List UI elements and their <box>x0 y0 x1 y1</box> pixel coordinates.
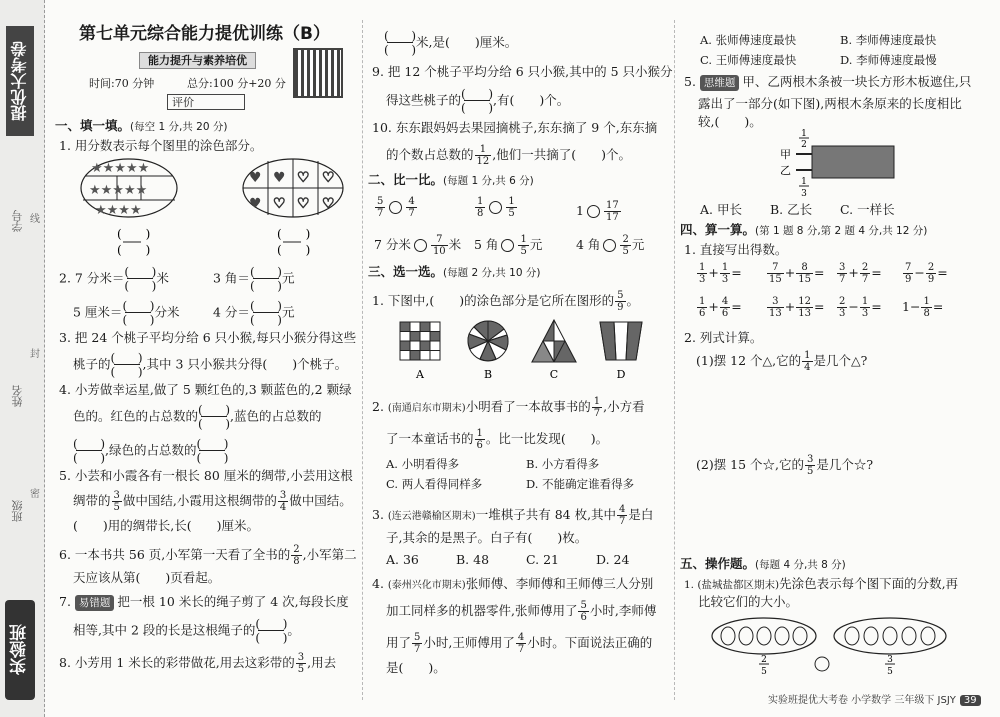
c5-diagram <box>762 128 902 200</box>
d2-q1a: (1)摆 12 个△,它的 <box>696 353 802 368</box>
c4-line2b: 小时,李师傅 <box>589 603 657 618</box>
q6-line2[interactable]: 天应该从第( )页看起。 <box>73 570 221 585</box>
answer-blank[interactable]: ( ( ) ) <box>124 266 156 292</box>
answer-blank[interactable]: ( ( ) ) <box>384 30 416 56</box>
svg-text:♡: ♡ <box>297 170 310 186</box>
q9-line1: 9. 把 12 个桃子平均分给 6 只小猴,其中的 5 只小猴分 <box>372 64 673 79</box>
svg-text:( ): ( ) <box>277 227 311 241</box>
answer-blank[interactable]: ( ( ) ) <box>73 438 105 464</box>
q2d-right: 元 <box>281 304 295 320</box>
fraction: $\frac{3}{5}$ <box>113 490 120 513</box>
q8-line1b: ,用去 <box>307 655 337 670</box>
c2-option-b[interactable]: B. 小方看得多 <box>526 457 600 471</box>
calc-7[interactable]: $\frac{2}{3}$ − $\frac{1}{3}$ = <box>839 296 882 319</box>
cut-word: 封 <box>30 349 40 360</box>
d1-text: 1. 直接写出得数。 <box>684 242 788 257</box>
svg-text:( ): ( ) <box>117 243 151 256</box>
q2a-left: 2. 7 分米＝ <box>59 270 125 286</box>
compare-4[interactable]: 7 分米 $\frac{7}{10}$ 米 <box>374 234 462 257</box>
c2-line1b: ,小方看 <box>603 399 645 414</box>
compare-5[interactable]: 5 角 $\frac{1}{5}$ 元 <box>474 234 543 257</box>
answer-blank[interactable]: ( ( ) ) <box>122 300 154 326</box>
class-label: 班级 <box>11 500 24 522</box>
q4-line3: ,绿色的占总数的 <box>105 442 197 458</box>
c5-option-b[interactable]: B. 乙长 <box>770 202 813 217</box>
calc-2[interactable]: $\frac{7}{15}$ + $\frac{8}{15}$ = <box>769 262 825 285</box>
c3-source: (连云港赣榆区期末) <box>387 511 476 522</box>
q6-line1a: 6. 一本书共 56 页,小军第一天看了全书的 <box>59 547 291 562</box>
q1-figures <box>75 156 355 256</box>
svg-text:♥: ♥ <box>249 170 262 186</box>
c2-source: (南通启东市期末) <box>387 403 466 414</box>
answer-blank[interactable]: ( ( ) ) <box>461 88 493 114</box>
c3-line1b: 是白 <box>628 507 654 522</box>
section-5-heading <box>680 556 846 573</box>
page-footer <box>768 691 981 706</box>
svg-text:2: 2 <box>801 140 807 150</box>
q7-line1: 把一根 10 米长的绳子剪了 4 次,每段长度 <box>117 594 349 609</box>
section-1-heading <box>55 118 227 135</box>
total-score: 总分:100 分+20 分 <box>187 77 286 90</box>
compare-6[interactable]: 4 角 $\frac{2}{5}$ 元 <box>576 234 645 257</box>
q2b-right: 元 <box>281 270 295 286</box>
q2b-left: 3 角＝ <box>213 270 250 286</box>
section-5-title: 五、操作题。 <box>680 556 756 571</box>
calc-4[interactable]: $\frac{7}{9}$ − $\frac{2}{9}$ = <box>905 262 948 285</box>
qr-code[interactable] <box>293 48 343 98</box>
q1-text: 1. 用分数表示每个图里的涂色部分。 <box>59 138 263 153</box>
fraction: $\frac{3}{5}$ <box>807 454 814 477</box>
q2d-left: 4 分＝ <box>213 304 250 320</box>
column-2: ( ( ) )米,是( )厘米。 9. 把 12 个桃子平均分给 6 只小猴,其中的 5 只小猴分 得这些桃子的 ( ( ) ),有( )个。 10. 东东跟妈妈去果园摘桃子,东东摘了 9 个,东东摘 的个数占总数的 $\frac{1}{12}$ ,他们一共摘了( )个。 二、比一比。(每题 1 分,共 6 分) $\frac{5}{7}$ $\frac{4}{7}$ $\frac{1}{8}$ $\frac{1}{5}$ 1 $\frac{17}{17}$ 7 分米 $\frac{7}{10}$ 米 5 角 $\frac{1}{5}$ 元 4 角 $\frac{2}{5}$ 元 三、选一选。(每题 2 分,共 10 分) 1. 下图中,( )的涂色部分是它所在图形的 $\frac{5}{9}$ 。 A B C D 2. (南通启东市期末)小明看了一本故事书的 $\frac{1}{7}$ ,小方看 了一本童话书的 $\frac{1}{6}$ 。比一比发现( )。 A. 小明看得多 B. 小方看得多 C. 两人看得同样多 D. 不能确定谁看得多 3. (连云港赣榆区期末)一堆棋子共有 84 枚,其中 $\frac{4}{7}$ 是白 子,其余的是黑子。白子有( )枚。 A. 36 B. 48 C. 21 D. 24 4. (泰州兴化市期末)张师傅、李师傅和王师傅三人分别 加工同样多的机器零件,张师傅用了 $\frac{5}{6}$ 小时,李师傅 用了 $\frac{5}{7}$ 小时,王师傅用了 $\frac{4}{7}$ 小时。下面说法正确的 是( )。 <box>368 0 666 717</box>
page-subtitle: 能力提升与素养培优 <box>139 52 256 69</box>
c4-option-d[interactable]: D. 李师傅速度最慢 <box>840 53 937 67</box>
shape-label-c: C <box>549 368 559 381</box>
section-4-heading <box>680 222 927 239</box>
answer-blank[interactable]: ( ( ) ) <box>196 438 228 464</box>
calc-5[interactable]: $\frac{1}{6}$ + $\frac{4}{6}$ = <box>699 296 742 319</box>
compare-2[interactable]: $\frac{1}{8}$ $\frac{1}{5}$ <box>477 196 515 219</box>
d2-q2b: 是几个☆? <box>816 457 874 472</box>
q5-line3[interactable]: ( )用的绸带长,长( )厘米。 <box>73 518 259 533</box>
brand-logo-bottom: 实验班 <box>5 600 35 700</box>
shape-label-a: A <box>416 368 424 381</box>
q5-line2c: 做中国结。 <box>289 493 352 508</box>
evaluation-box[interactable] <box>167 94 245 110</box>
c1-text: 1. 下图中,( )的涂色部分是它所在图形的 <box>372 293 615 308</box>
svg-text:♥: ♥ <box>273 170 286 186</box>
column-1: 第七单元综合能力提优训练（B） 能力提升与素养培优 时间:70 分钟 总分:100 分+20 分 评价 一、填一填。(每空 1 分,共 20 分) 1. 用分数表示每个图里的涂色部分。 ★★★★★ ★★★★★ ★★★★ ♥ ♥ ♡ ♡ ♥ ♡ ♡ ♡ ( ) ( ) ( ) ( ) 2. 7 分米＝ ( ( ) )米 3 角＝ ( ( ) )元 5 厘米＝ ( ( ) )分米 4 分＝ ( ( ) )元 3. 把 24 个桃子平均分给 6 只小猴,每只小猴分得这些 桃子的 ( ( ) ),其中 3 只小猴共分得( )个桃子。 4. 小芳做幸运星,做了 5 颗红色的,3 颗蓝色的,2 颗绿 色的。红色的占总数的 ( ( ) ),蓝色的占总数的 ( ( ) ),绿色的占总数的 ( ( ) ) 5. 小芸和小霞各有一根长 80 厘米的绸带,小芸用这根 绸带的 $\frac{3}{5}$ 做中国结,小霞用这根绸带的 $\frac{3}{4}$ 做中国结。 ( )用的绸带长,长( )厘米。 6. 一本书共 56 页,小军第一天看了全书的 $\frac{2}{8}$ ,小军第二 天应该从第( )页看起。 7. 易错题 把一根 10 米长的绳子剪了 4 次,每段长度 相等,其中 2 段的长是这根绳子的 ( ( ) )。 8. 小芳用 1 米长的彩带做花,用去这彩带的 $\frac{3}{5}$ ,用去 <box>55 0 355 717</box>
svg-text:3: 3 <box>801 189 807 199</box>
e1-line1: 先涂色表示每个图下面的分数,再 <box>779 576 959 591</box>
thinking-tag: 思维题 <box>700 75 740 91</box>
error-prone-tag: 易错题 <box>75 595 115 611</box>
q5-line1: 5. 小芸和小霞各有一根长 80 厘米的绸带,小芸用这根 <box>59 468 353 483</box>
svg-text:♡: ♡ <box>297 196 310 212</box>
fraction: $\frac{3}{5}$ <box>297 652 305 675</box>
svg-text:2: 2 <box>761 655 767 665</box>
c5-line2: 露出了一部分(如下图),两根木条原来的长度相比 <box>698 96 962 111</box>
answer-blank[interactable]: ( ( ) ) <box>198 404 230 430</box>
calc-3[interactable]: $\frac{3}{7}$ + $\frac{2}{7}$ = <box>839 262 882 285</box>
q9-line2a: 得这些桃子的 <box>386 92 462 108</box>
c5-line3[interactable]: 较,( )。 <box>698 114 762 129</box>
c3-option-a[interactable]: A. 36 <box>386 552 419 567</box>
q3-line2a: 桃子的 <box>73 356 111 372</box>
c3-option-d[interactable]: D. 24 <box>596 552 630 567</box>
column-divider <box>362 20 363 700</box>
q4-line2b: ,蓝色的占总数的 <box>230 408 322 424</box>
e1-figures[interactable] <box>708 616 968 680</box>
c2-line2a: 了一本童话书的 <box>386 431 474 446</box>
q10-line2b: ,他们一共摘了( )个。 <box>492 147 631 162</box>
shape-label-b: B <box>483 368 493 381</box>
page-number: 39 <box>960 695 981 706</box>
calc-8[interactable]: 1− $\frac{1}{8}$ = <box>902 296 944 319</box>
fraction: $\frac{1}{7}$ <box>593 396 601 419</box>
fraction: $\frac{5}{9}$ <box>617 290 624 313</box>
fraction: $\frac{1}{4}$ <box>804 350 811 373</box>
fraction: $\frac{1}{6}$ <box>476 428 483 451</box>
q10-line1: 10. 东东跟妈妈去果园摘桃子,东东摘了 9 个,东东摘 <box>372 120 658 135</box>
c2-line1a: 小明看了一本故事书的 <box>465 399 591 414</box>
svg-text:3: 3 <box>887 655 893 665</box>
c2-option-c[interactable]: C. 两人看得同样多 <box>386 477 483 491</box>
name-label: 姓名 <box>11 385 24 407</box>
c2-option-d[interactable]: D. 不能确定谁看得多 <box>526 477 635 491</box>
c4-line2a: 加工同样多的机器零件,张师傅用了 <box>386 603 578 618</box>
c4-line1: 张师傅、李师傅和王师傅三人分别 <box>465 576 654 591</box>
q6-line1b: ,小军第二 <box>302 547 357 562</box>
c5-jia-label: 甲 <box>780 148 791 161</box>
section-5-note: (每题 4 分,共 8 分) <box>755 559 846 571</box>
q2c-right: 分米 <box>154 304 180 320</box>
calc-1[interactable]: $\frac{1}{3}$ + $\frac{1}{3}$ = <box>699 262 742 285</box>
svg-text:5: 5 <box>761 667 767 677</box>
c5-option-a[interactable]: A. 甲长 <box>700 202 742 217</box>
q5-line2a: 绸带的 <box>73 493 111 508</box>
q3-line2b: ,其中 3 只小猴共分得( )个桃子。 <box>142 356 348 372</box>
q5-line2b: 做中国结,小霞用这根绸带的 <box>122 493 277 508</box>
svg-text:★★★★★: ★★★★★ <box>91 161 150 176</box>
time-limit: 时间:70 分钟 <box>89 77 155 90</box>
q3-line1: 3. 把 24 个桃子平均分给 6 只小猴,每只小猴分得这些 <box>59 330 357 345</box>
q8-continuation: 米,是( )厘米。 <box>416 34 518 50</box>
q4-line2a: 色的。红色的占总数的 <box>73 408 199 424</box>
page-title: 第七单元综合能力提优训练（B） <box>79 24 330 44</box>
fraction: $\frac{5}{7}$ <box>414 632 421 655</box>
e1-line2: 比较它们的大小。 <box>698 594 799 609</box>
fraction: $\frac{5}{6}$ <box>580 600 587 623</box>
svg-text:( ): ( ) <box>277 243 311 256</box>
q2c-left: 5 厘米＝ <box>73 304 123 320</box>
cut-word: 密 <box>30 489 40 500</box>
fraction: $\frac{1}{12}$ <box>476 144 490 167</box>
q4-line1: 4. 小芳做幸运星,做了 5 颗红色的,3 颗蓝色的,2 颗绿 <box>59 382 352 397</box>
calc-6[interactable]: $\frac{3}{13}$ + $\frac{12}{13}$ = <box>769 296 825 319</box>
section-1-title: 一、填一填。 <box>55 118 131 133</box>
column-3: A. 张师傅速度最快 B. 李师傅速度最快 C. 王师傅速度最快 D. 李师傅速度最慢 5. 思维题 甲、乙两根木条被一块长方形木板遮住,只 露出了一部分(如下图),两根木条原来的长度相比 较,( )。 甲 乙 1 2 1 3 A. 甲长 B. 乙长 C. 一样长 四、算一算。(第 1 题 8 分,第 2 题 4 分,共 12 分) 1. 直接写出得数。 $\frac{1}{3}$ + $\frac{1}{3}$ = $\frac{7}{15}$ + $\frac{8}{15}$ = $\frac{3}{7}$ + $\frac{2}{7}$ = $\frac{7}{9}$ − $\frac{2}{9}$ = $\frac{1}{6}$ + $\frac{4}{6}$ = $\frac{3}{13}$ + $\frac{12}{13}$ = $\frac{2}{3}$ − $\frac{1}{3}$ = 1− $\frac{1}{8}$ = 2. 列式计算。 (1)摆 12 个△,它的 $\frac{1}{4}$ 是几个△? (2)摆 15 个☆,它的 $\frac{3}{5}$ 是几个☆? 五、操作题。(每题 4 分,共 8 分) 1. (盐城盐都区期末)先涂色表示每个图下面的分数,再 比较它们的大小。 2 5 3 5 <box>680 0 980 717</box>
c4-source: (泰州兴化市期末) <box>387 580 466 591</box>
fraction: $\frac{4}{7}$ <box>619 504 626 527</box>
svg-text:1: 1 <box>801 129 807 139</box>
section-2-note: (每题 1 分,共 6 分) <box>443 175 534 187</box>
c5-yi-label: 乙 <box>780 164 791 177</box>
c2-option-a[interactable]: A. 小明看得多 <box>386 457 460 471</box>
answer-blank[interactable]: ( ( ) ) <box>255 618 287 644</box>
shape-label-d: D <box>616 368 626 381</box>
svg-text:♡: ♡ <box>322 170 335 186</box>
c1-shapes[interactable] <box>392 318 662 384</box>
fraction: $\frac{2}{8}$ <box>293 544 300 567</box>
compare-1[interactable]: $\frac{5}{7}$ $\frac{4}{7}$ <box>377 196 415 219</box>
q2a-right: 米 <box>156 270 169 286</box>
d2-text: 2. 列式计算。 <box>684 330 763 345</box>
c3-option-c[interactable]: C. 21 <box>526 552 559 567</box>
svg-text:♡: ♡ <box>322 196 335 212</box>
answer-blank[interactable]: ( ( ) ) <box>111 352 143 378</box>
svg-text:♡: ♡ <box>273 196 286 212</box>
student-number-label: 学号 <box>11 210 24 232</box>
answer-blank[interactable]: ( ( ) ) <box>250 300 282 326</box>
d2-q2a: (2)摆 15 个☆,它的 <box>696 457 805 472</box>
c4-option-c[interactable]: C. 王师傅速度最快 <box>700 53 797 67</box>
section-3-note: (每题 2 分,共 10 分) <box>443 267 541 279</box>
c2-line2b: 。比一比发现( )。 <box>485 431 609 446</box>
cut-word: 线 <box>30 214 40 225</box>
c3-option-b[interactable]: B. 48 <box>456 552 490 567</box>
section-2-heading <box>368 172 534 189</box>
svg-text:5: 5 <box>887 667 893 677</box>
c4-line3c: 小时。下面说法正确的 <box>527 635 653 650</box>
q7-line2: 相等,其中 2 段的长是这根绳子的 <box>73 622 256 638</box>
svg-text:♥: ♥ <box>249 196 262 212</box>
section-3-heading <box>368 264 540 281</box>
c5-option-c[interactable]: C. 一样长 <box>840 202 895 217</box>
d2-q1b: 是几个△? <box>813 353 868 368</box>
compare-3[interactable]: 1 $\frac{17}{17}$ <box>576 200 619 223</box>
c4-line3a: 用了 <box>386 635 412 650</box>
c4-line3b: 小时,王师傅用了 <box>423 635 515 650</box>
svg-text:1: 1 <box>801 177 807 187</box>
c4-option-b[interactable]: B. 李师傅速度最快 <box>840 33 937 47</box>
c3-line2: 子,其余的是黑子。白子有( )枚。 <box>386 530 588 545</box>
brand-logo-top: 提优大考卷 <box>6 26 34 136</box>
binding-strip <box>0 0 45 717</box>
svg-text:( ): ( ) <box>117 227 151 241</box>
c5-line1: 甲、乙两根木条被一块长方形木板遮住,只 <box>742 74 972 89</box>
section-4-title: 四、算一算。 <box>680 222 756 237</box>
c4-option-a[interactable]: A. 张师傅速度最快 <box>700 33 797 47</box>
section-2-title: 二、比一比。 <box>368 172 444 187</box>
c4-line4[interactable]: 是( )。 <box>386 660 446 675</box>
c3-line1a: 一堆棋子共有 84 枚,其中 <box>475 507 617 522</box>
eval-label: 评价 <box>172 96 194 109</box>
svg-text:★★★★: ★★★★ <box>95 203 142 218</box>
e1-source: 1. (盐城盐都区期末) <box>684 579 780 591</box>
fraction: $\frac{3}{4}$ <box>279 490 287 513</box>
section-4-note: (第 1 题 8 分,第 2 题 4 分,共 12 分) <box>755 225 928 237</box>
answer-blank[interactable]: ( ( ) ) <box>250 266 282 292</box>
fraction: $\frac{4}{7}$ <box>517 632 525 655</box>
section-1-note: (每空 1 分,共 20 分) <box>130 121 228 133</box>
footer-text: 实验班提优大考卷 小学数学 三年级下 JSJY <box>768 695 956 706</box>
q9-line2b: ,有( )个。 <box>493 92 570 108</box>
column-divider <box>674 20 675 700</box>
svg-text:★★★★★: ★★★★★ <box>89 183 148 198</box>
q8-line1a: 8. 小芳用 1 米长的彩带做花,用去这彩带的 <box>59 655 295 670</box>
q10-line2a: 的个数占总数的 <box>386 147 474 162</box>
section-3-title: 三、选一选。 <box>368 264 444 279</box>
